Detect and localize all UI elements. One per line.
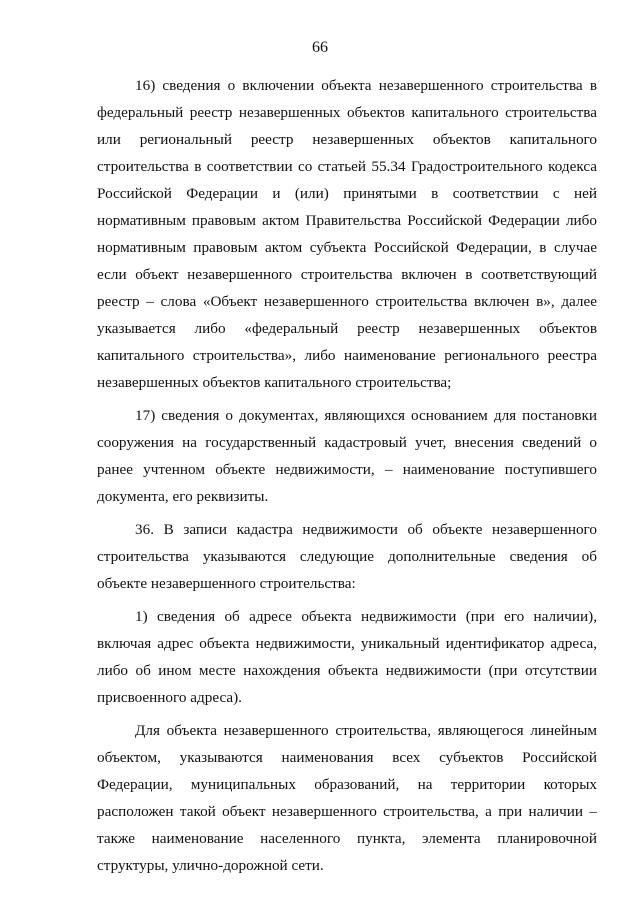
page-number: 66: [312, 39, 328, 56]
paragraph-section-36: 36. В записи кадастра недвижимости об объекте незавершенного строительства указываются следующие дополнительные сведения об объекте незавершенного строительства:: [97, 521, 597, 592]
paragraph-item-1-address: 1) сведения об адресе объекта недвижимости (при его наличии), включая адрес объекта недвижимости, уникальный идентификатор адреса, либо об ином месте нахождения объекта недвижимости (при отсутствии присвоенного адреса).: [97, 608, 597, 706]
paragraph-item-17: 17) сведения о документах, являющихся основанием для постановки сооружения на государственный кадастровый учет, внесения сведений о ранее учтенном объекте недвижимости, – наименование поступившего документа, его реквизиты.: [97, 407, 597, 505]
paragraph-linear-object: Для объекта незавершенного строительства, являющегося линейным объектом, указываются наименования всех субъектов Российской Федерации, муниципальных образований, на территории которых расположен такой объект незавершенного строительства, а при наличии – также наименование населенного пункта, элемента планировочной структуры, улично-дорожной сети.: [97, 722, 597, 874]
document-body: [97, 72, 597, 879]
paragraph-item-16: 16) сведения о включении объекта незавершенного строительства в федеральный реестр незавершенных объектов капитального строительства или региональный реестр незавершенных объектов капитального строительства в соответствии со статьей 55.34 Градостроительного кодекса Российской Федерации и (или) принятыми в соответствии с ней нормативным правовым актом Правительства Российской Федерации либо нормативным правовым актом субъекта Российской Федерации, в случае если объект незавершенного строительства включен в соответствующий реестр – слова «Объект незавершенного строительства включен в», далее указывается либо «федеральный реестр незавершенных объектов капитального строительства», либо наименование регионального реестра незавершенных объектов капитального строительства;: [97, 77, 597, 391]
